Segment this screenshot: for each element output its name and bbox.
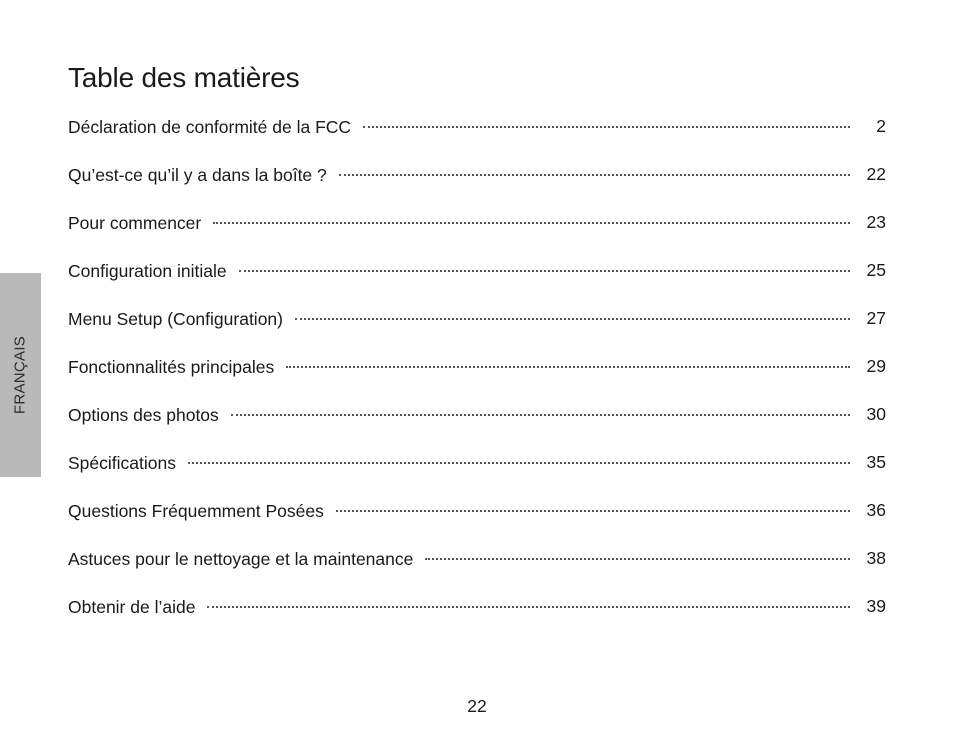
toc-entry-page: 25	[866, 260, 886, 280]
dot-leader	[336, 510, 850, 512]
dot-leader	[231, 414, 850, 416]
toc-entry-label: Obtenir de l’aide	[68, 597, 196, 617]
toc-entry-page: 2	[876, 116, 886, 136]
toc-entry-page: 29	[866, 356, 886, 376]
toc-entry-label: Questions Fréquemment Posées	[68, 501, 324, 521]
toc-entry-cleaning-maintenance[interactable]	[68, 549, 886, 597]
toc-entry-label: Pour commencer	[68, 213, 202, 233]
toc-entry-page: 30	[866, 404, 886, 424]
toc-entry-box-contents[interactable]	[68, 165, 886, 213]
toc-entry-label: Fonctionnalités principales	[68, 357, 275, 377]
language-tab-label: FRANÇAIS	[11, 335, 29, 415]
toc-entry-page: 36	[866, 500, 886, 520]
toc-entry-page: 35	[866, 452, 886, 472]
toc-entry-label: Spécifications	[68, 453, 176, 473]
toc-entry-page: 23	[866, 212, 886, 232]
toc-entry-label: Options des photos	[68, 405, 219, 425]
language-side-tab	[0, 273, 41, 477]
dot-leader	[213, 222, 850, 224]
toc-entry-label: Qu’est-ce qu’il y a dans la boîte ?	[68, 165, 327, 185]
toc-entry-initial-configuration[interactable]	[68, 261, 886, 309]
page-title: Table des matières	[68, 62, 300, 93]
toc-entry-main-features[interactable]	[68, 357, 886, 405]
toc-entry-page: 27	[866, 308, 886, 328]
toc-entry-get-help[interactable]	[68, 597, 886, 645]
toc-entry-page: 22	[866, 164, 886, 184]
toc-entry-page: 39	[866, 596, 886, 616]
dot-leader	[239, 270, 850, 272]
table-of-contents	[68, 117, 886, 645]
toc-entry-label: Déclaration de conformité de la FCC	[68, 117, 352, 137]
dot-leader	[207, 606, 850, 608]
toc-entry-getting-started[interactable]	[68, 213, 886, 261]
toc-entry-setup-menu[interactable]	[68, 309, 886, 357]
dot-leader	[363, 126, 850, 128]
dot-leader	[295, 318, 850, 320]
toc-entry-label: Configuration initiale	[68, 261, 227, 281]
dot-leader	[286, 366, 850, 368]
toc-entry-faq[interactable]	[68, 501, 886, 549]
page-number: 22	[467, 696, 487, 716]
dot-leader	[188, 462, 850, 464]
toc-entry-fcc-declaration[interactable]	[68, 117, 886, 165]
toc-entry-label: Astuces pour le nettoyage et la maintenance	[68, 549, 414, 569]
dot-leader	[339, 174, 850, 176]
toc-entry-page: 38	[866, 548, 886, 568]
toc-entry-photo-options[interactable]	[68, 405, 886, 453]
dot-leader	[425, 558, 850, 560]
toc-entry-label: Menu Setup (Configuration)	[68, 309, 283, 329]
toc-entry-specifications[interactable]	[68, 453, 886, 501]
